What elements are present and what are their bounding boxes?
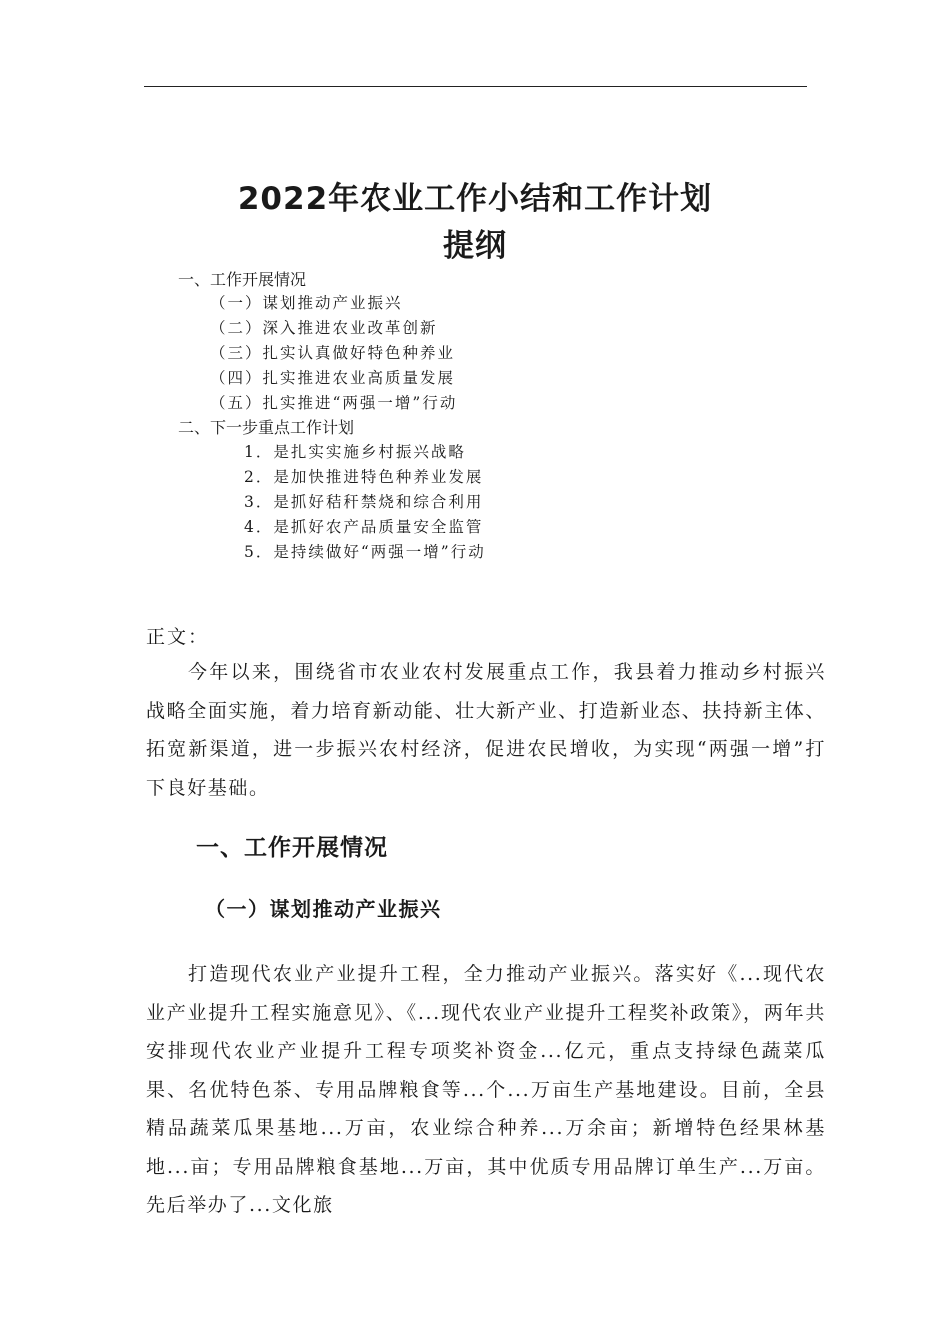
body-label: 正文：	[146, 626, 210, 648]
body-paragraph: 打造现代农业产业提升工程，全力推动产业振兴。落实好《...现代农业产业提升工程实施意见》、《...现代农业产业提升工程奖补政策》，两年共安排现代农业产业提升工程专项奖补资金...亿元，重点支持绿色蔬菜瓜果、名优特色茶、专用品牌粮食等...个...万亩生产基地建设。目前，全县精品蔬菜瓜果基地...万亩，农业综合种养...万余亩；新增特色经果林基地...亩；专用品牌粮食基地...万亩，其中优质专用品牌订单生产...万亩。先后举办了...文化旅	[146, 963, 826, 1216]
document-title: 2022年农业工作小结和工作计划	[237, 181, 713, 217]
outline-item: 5．是持续做好“两强一增”行动	[244, 543, 486, 561]
section-heading: 一、工作开展情况	[196, 835, 388, 861]
outline-item: 1．是扎实实施乡村振兴战略	[244, 443, 466, 461]
outline-item: （四）扎实推进农业高质量发展	[210, 369, 456, 387]
outline-item: （二）深入推进农业改革创新	[210, 319, 438, 337]
intro-paragraph: 今年以来，围绕省市农业农村发展重点工作，我县着力推动乡村振兴战略全面实施，着力培育新动能、壮大新产业、打造新业态、扶持新主体、拓宽新渠道，进一步振兴农村经济，促进农民增收，为实现“两强一增”打下良好基础。	[146, 661, 826, 799]
outline-item: 3．是抓好秸秆禁烧和综合利用	[244, 493, 484, 511]
outline-item: 4．是抓好农产品质量安全监管	[244, 518, 484, 536]
subsection-heading: （一）谋划推动产业振兴	[205, 897, 442, 921]
header-rule	[144, 86, 807, 87]
outline-section-1: 一、工作开展情况	[178, 270, 307, 289]
document-subtitle: 提纲	[443, 228, 507, 264]
outline-item: （三）扎实认真做好特色种养业	[210, 344, 456, 362]
outline-item: 2．是加快推进特色种养业发展	[244, 468, 484, 486]
outline-item: （五）扎实推进“两强一增”行动	[210, 394, 458, 412]
outline-item: （一）谋划推动产业振兴	[210, 294, 403, 312]
outline-section-2: 二、下一步重点工作计划	[178, 418, 355, 437]
